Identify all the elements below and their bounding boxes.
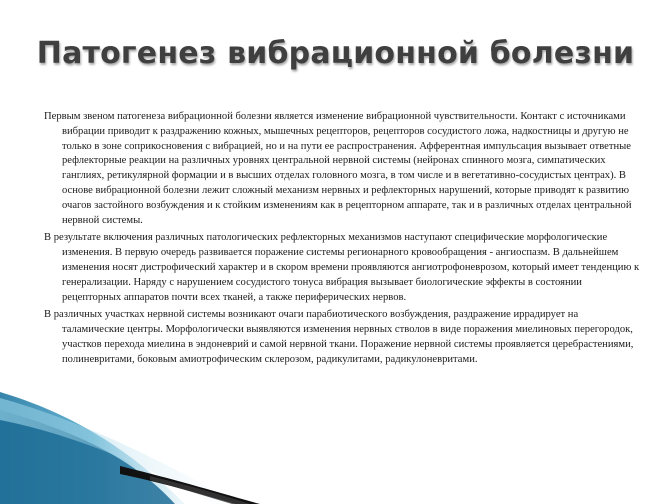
paragraph-3: В различных участках нервной системы возникают очаги парабиотического возбуждения, раздражение иррадирует на таламические центры. Морфологически выявляются изменения нервных стволов в виде поражения миелиновых перегородок, участков перехода миелина в эндоневрий и самой нервной ткани. Поражение нервной системы проявляется церебрастениями, полиневритами, боковым амиотрофическим склерозом, радикулитами, радикулоневритами. [44,309,634,365]
slide-title: Патогенез вибрационной болезни [36,36,635,71]
paragraph-2: В результате включения различных патологических рефлекторных механизмов наступают специфические морфологические изменения. В первую очередь развивается поражение системы регионарного кровообращения - ангиоспазм. В дальнейшем изменения носят дистрофический характер и в скором времени проявляются ангиотрофоневрозом, который имеет тенденцию к генерализации. Наряду с нарушением сосудистого тонуса вибрация вызывает биологические эффекты в состоянии рецепторных аппаратов почти всех тканей, а также периферических нервов. [44,232,640,303]
paragraph-1: Первым звеном патогенеза вибрационной болезни является изменение вибрационной чувствительности. Контакт с источниками вибрации приводит к раздражению кожных, мышечных рецепторов, рецепторов сосудистого ложа, надкостницы и другую не только в зоне соприкосновения с вибрацией, но и на пути ее распространения. Афферентная импульсация вызывает ответные рефлекторные реакции на различных уровнях центральной нервной системы (нейронах спинного мозга, симпатических ганглиях, ретикулярной формации и в высших отделах головного мозга, в том числе и в вегетативно-сосудистых центрах). В основе вибрационной болезни лежит сложный механизм нервных и рефлекторных нарушений, которые приводят к развитию очагов застойного возбуждения и к стойким изменениям как в рецепторном аппарате, так и в различных отделах центральной нервной системы. [44,111,632,226]
slide-body [44,110,640,371]
